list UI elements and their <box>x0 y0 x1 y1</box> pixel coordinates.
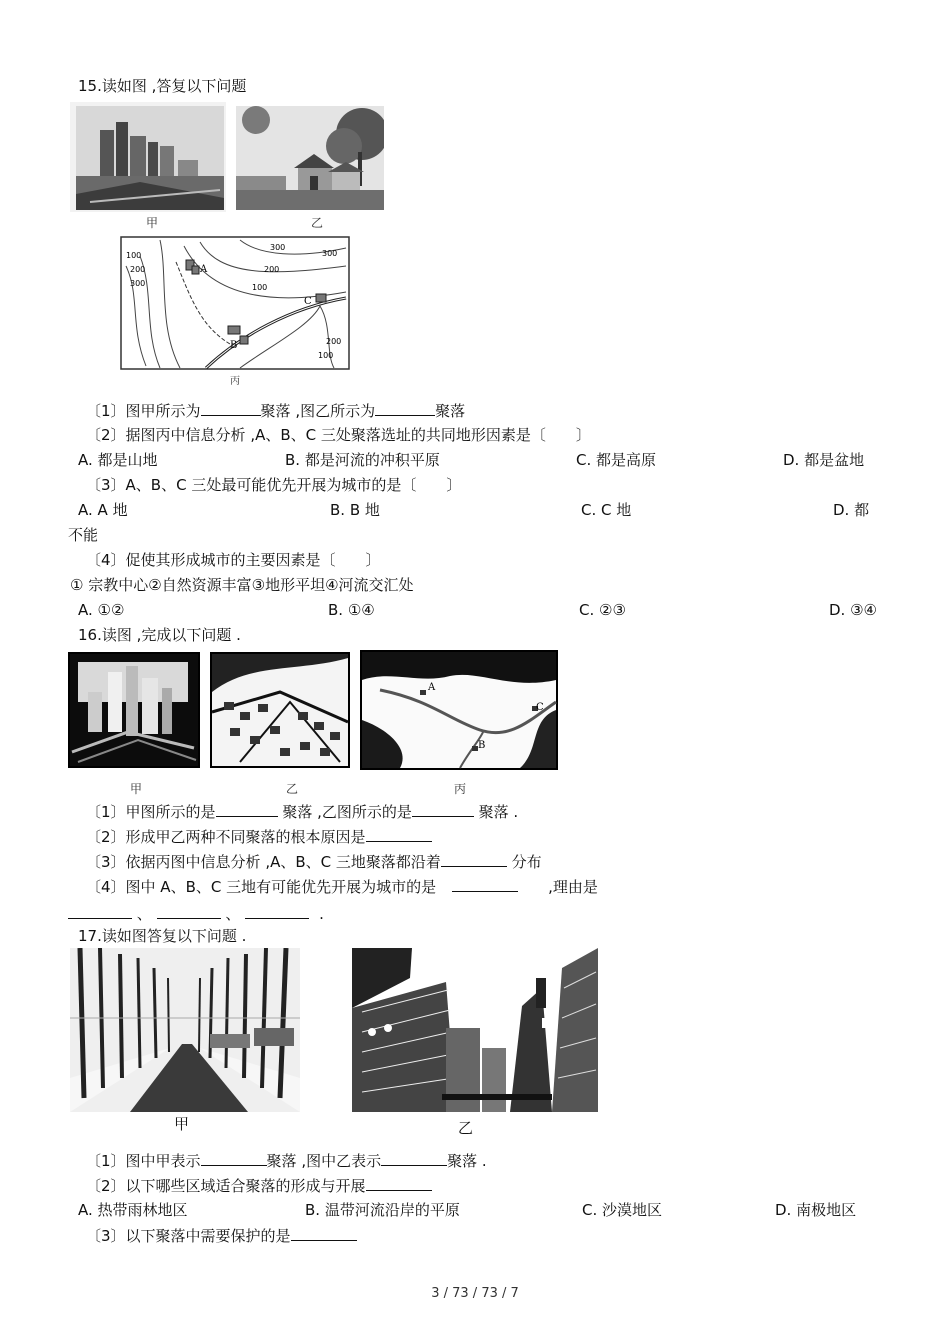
q16-p2 <box>86 826 432 847</box>
q16-map-B: B <box>478 740 486 751</box>
q16-p4-reason-blank-1[interactable] <box>68 903 132 919</box>
q16-p3 <box>86 851 542 872</box>
q15-p4: 〔4〕促使其形成城市的主要因素是〔 〕 <box>86 551 381 569</box>
q16-p1-text-a: 〔1〕甲图所示的是 <box>86 803 216 821</box>
q15-map-200a: 200 <box>130 265 146 274</box>
q16-p1 <box>86 801 518 822</box>
q16-p2-blank[interactable] <box>366 826 432 842</box>
q15-p2: 〔2〕据图丙中信息分析 ,A、B、C 三处聚落选址的共同地形因素是〔 〕 <box>86 426 591 444</box>
q17-p1-blank-2[interactable] <box>381 1150 447 1166</box>
q16-title: 16.读图 ,完成以下问题 . <box>78 626 241 644</box>
q17-title: 17.读如图答复以下问题 . <box>78 927 247 945</box>
q17-label-yi: 乙 <box>458 1119 474 1137</box>
q15-p2-option-c[interactable]: C. 都是高原 <box>576 451 657 469</box>
q17-label-jia: 甲 <box>174 1115 190 1133</box>
q15-p2-option-d[interactable]: D. 都是盆地 <box>783 451 865 469</box>
q17-p2-text: 〔2〕以下哪些区域适合聚落的形成与开展 <box>86 1177 366 1195</box>
q17-p3 <box>86 1225 357 1246</box>
q16-label-yi: 乙 <box>286 782 299 796</box>
q15-map-100a: 100 <box>126 251 142 260</box>
q16-map-A: A <box>428 682 436 693</box>
q15-map-300c: 300 <box>130 279 146 288</box>
q15-p3-option-d[interactable]: D. 都 <box>833 501 870 519</box>
q15-p3-option-c[interactable]: C. C 地 <box>581 501 632 519</box>
q16-p3-blank[interactable] <box>441 851 507 867</box>
q16-p4-reason-blank-2[interactable] <box>157 903 221 919</box>
q16-p1-text-b: 聚落 ,乙图所示的是 <box>282 803 412 821</box>
q16-label-jia: 甲 <box>130 782 143 796</box>
q16-p4-end: . <box>319 905 324 923</box>
q15-label-yi: 乙 <box>311 216 324 230</box>
q15-p4-items: ① 宗教中心②自然资源丰富③地形平坦④河流交汇处 <box>70 576 414 594</box>
q16-p2-text: 〔2〕形成甲乙两种不同聚落的根本原因是 <box>86 828 366 846</box>
q17-photo-village-road <box>70 948 300 1112</box>
q17-p2-option-c[interactable]: C. 沙漠地区 <box>582 1201 663 1219</box>
q16-photo-town <box>210 652 350 768</box>
q15-p4-option-a[interactable]: A. ①② <box>78 601 125 619</box>
q15-map-200b: 200 <box>264 265 280 274</box>
q17-p2-blank[interactable] <box>366 1175 432 1191</box>
q15-map-B: B <box>230 340 238 351</box>
q15-p1-text-c: 聚落 <box>435 402 466 420</box>
q15-map-300b: 300 <box>322 249 338 258</box>
q15-map-100c: 100 <box>318 351 334 360</box>
q17-p1 <box>86 1150 487 1171</box>
q17-p1-text-c: 聚落 . <box>447 1152 487 1170</box>
page-footer: 3 / 73 / 73 / 7 <box>431 1286 519 1301</box>
q16-p1-blank-1[interactable] <box>216 801 278 817</box>
q16-p1-text-c: 聚落 . <box>478 803 519 821</box>
q15-map-100b: 100 <box>252 283 268 292</box>
q16-p3-text-b: 分布 <box>511 853 542 871</box>
q15-p4-option-b[interactable]: B. ①④ <box>328 601 375 619</box>
q15-p1 <box>86 400 465 421</box>
q15-p1-text-b: 聚落 ,图乙所示为 <box>260 402 376 420</box>
q16-map-C: C <box>536 702 544 713</box>
q16-p4-sep-1: 、 <box>136 905 152 923</box>
q15-p4-option-d[interactable]: D. ③④ <box>829 601 877 619</box>
q15-title: 15.读如图 ,答复以下问题 <box>78 77 247 95</box>
q17-p3-blank[interactable] <box>291 1225 357 1241</box>
q15-map-200c: 200 <box>326 337 342 346</box>
q15-p1-blank-1[interactable] <box>201 400 261 416</box>
q15-map-300a: 300 <box>270 243 286 252</box>
q17-p2-option-d[interactable]: D. 南极地区 <box>775 1201 857 1219</box>
q16-p4 <box>86 876 598 897</box>
q17-p3-text: 〔3〕以下聚落中需要保护的是 <box>86 1227 291 1245</box>
q17-photo-skyscrapers <box>352 948 598 1112</box>
q16-photo-river-settlements <box>360 650 558 770</box>
q16-p4-reason-blank-3[interactable] <box>245 903 309 919</box>
q15-map-A: A <box>200 264 208 275</box>
q16-photo-city <box>68 652 200 768</box>
q15-photo-city <box>70 102 226 212</box>
q17-p1-blank-1[interactable] <box>201 1150 267 1166</box>
q15-p2-option-a[interactable]: A. 都是山地 <box>78 451 158 469</box>
q15-label-bing: 丙 <box>230 376 240 387</box>
q16-p4-reasons <box>68 903 324 924</box>
q15-p3: 〔3〕A、B、C 三处最可能优先开展为城市的是〔 〕 <box>86 476 462 494</box>
q15-p1-text-a: 〔1〕图甲所示为 <box>86 402 201 420</box>
q15-p3-option-b[interactable]: B. B 地 <box>330 501 380 519</box>
q17-p2-option-b[interactable]: B. 温带河流沿岸的平原 <box>305 1201 460 1219</box>
q16-p3-text-a: 〔3〕依据丙图中信息分析 ,A、B、C 三地聚落都沿着 <box>86 853 441 871</box>
q15-label-jia: 甲 <box>146 216 159 230</box>
q17-p1-text-b: 聚落 ,图中乙表示 <box>266 1152 382 1170</box>
q15-p3-option-a[interactable]: A. A 地 <box>78 501 128 519</box>
q15-p1-blank-2[interactable] <box>375 400 435 416</box>
q17-p2 <box>86 1175 432 1196</box>
q15-p4-option-c[interactable]: C. ②③ <box>579 601 626 619</box>
q15-map-C: C <box>304 296 312 307</box>
q16-p4-text-a: 〔4〕图中 A、B、C 三地有可能优先开展为城市的是 <box>86 878 437 896</box>
q16-p1-blank-2[interactable] <box>412 801 474 817</box>
q17-p1-text-a: 〔1〕图中甲表示 <box>86 1152 201 1170</box>
q15-p2-option-b[interactable]: B. 都是河流的冲积平原 <box>285 451 440 469</box>
q15-contour-map <box>120 236 350 370</box>
q16-p4-text-b: ,理由是 <box>548 878 598 896</box>
q16-p4-sep-2: 、 <box>225 905 241 923</box>
q15-photo-village <box>236 106 384 210</box>
q17-p2-option-a[interactable]: A. 热带雨林地区 <box>78 1201 188 1219</box>
q15-p3-option-d-wrap: 不能 <box>68 526 99 544</box>
q16-label-bing: 丙 <box>454 782 467 796</box>
q16-p4-blank-1[interactable] <box>452 876 518 892</box>
